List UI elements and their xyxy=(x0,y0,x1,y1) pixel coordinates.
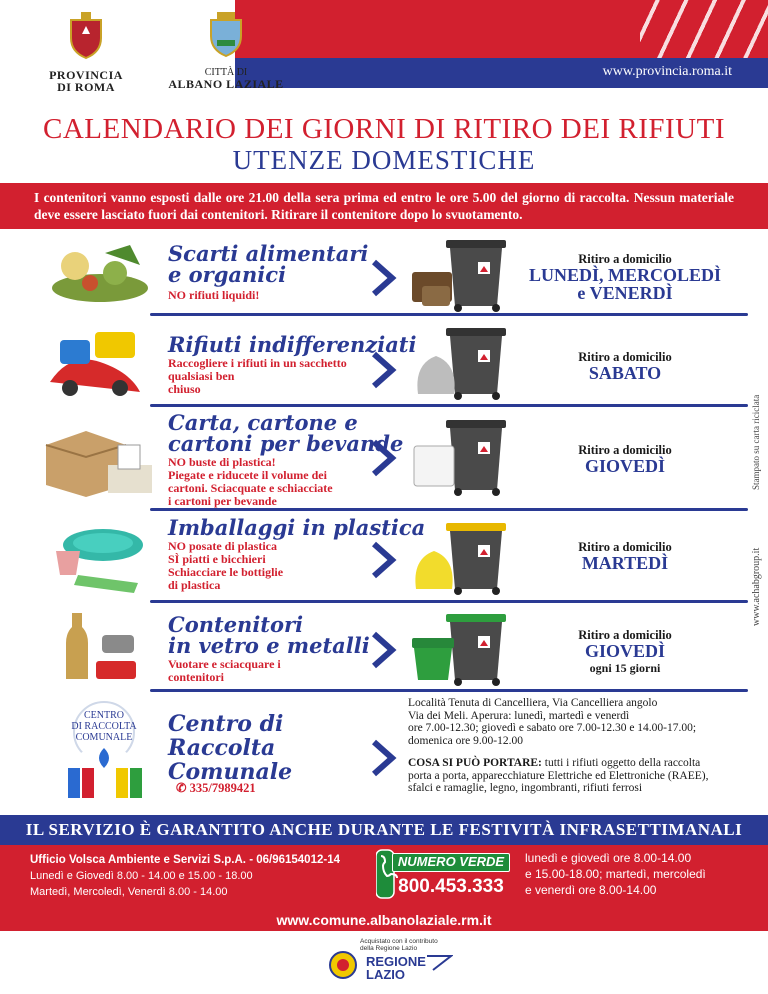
category-note-2: SÌ piatti e bicchieri xyxy=(168,552,266,566)
row-divider xyxy=(150,689,748,692)
centro-info-line6: porta a porta, apparecchiature Elettriche ed Elettroniche (RAEE), xyxy=(408,769,709,782)
comune-website[interactable]: www.comune.albanolaziale.rm.it xyxy=(276,912,492,928)
gray-bin-icon xyxy=(408,320,518,400)
category-note: Raccogliere i rifiuti in un sacchetto xyxy=(168,356,347,370)
achab-website: www.achabgroup.it xyxy=(751,547,762,626)
row-divider xyxy=(150,313,748,316)
printed-recycled-note: Stampato su carta riciclata xyxy=(751,394,761,490)
glass-metal-waste-icon xyxy=(62,605,152,685)
pickup-label: Ritiro a domicilio xyxy=(578,350,672,364)
category-title: Contenitori xyxy=(168,612,304,637)
category-note-3: cartoni. Sciacquate e schiacciate xyxy=(168,481,333,495)
toll-free-hours-3: e venerdì ore 8.00-14.00 xyxy=(525,883,657,897)
centro-title-line1: Centro di xyxy=(168,711,284,737)
page-subtitle: UTENZE DOMESTICHE xyxy=(232,145,536,175)
organic-waste-icon xyxy=(45,238,155,308)
category-title: Carta, cartone e xyxy=(168,410,358,435)
chevron-right-icon xyxy=(370,630,398,670)
centro-phone-number: 335/7989421 xyxy=(189,781,256,795)
regione-lazio-note xyxy=(360,938,438,952)
regione-lazio-name-1: REGIONE xyxy=(366,954,426,969)
toll-free-hours-1: lunedì e giovedì ore 8.00-14.00 xyxy=(525,851,692,865)
toll-free-label: NUMERO VERDE xyxy=(392,853,510,872)
category-note-4: di plastica xyxy=(168,578,221,592)
category-note: Vuotare e sciacquare i xyxy=(168,657,281,671)
pickup-label: Ritiro a domicilio xyxy=(578,252,672,266)
row-divider xyxy=(150,404,748,407)
pickup-day: GIOVEDÌ xyxy=(584,641,665,661)
category-note-3: chiuso xyxy=(168,382,201,396)
centro-logo-line3: COMUNALE xyxy=(75,732,133,743)
toll-free-hours-2: e 15.00-18.00; martedì, mercoledì xyxy=(525,867,706,881)
category-note: NO posate di plastica xyxy=(168,539,278,553)
category-title-2: e organici xyxy=(168,262,287,287)
plastic-waste-icon xyxy=(48,515,158,595)
green-bin-icon xyxy=(408,606,518,686)
office-name: Ufficio Volsca Ambiente e Servizi S.p.A. - 06/96154012-14 xyxy=(30,854,340,866)
centro-info-line5: tutti i rifiuti oggetto della raccolta xyxy=(541,757,701,769)
provincia-logo xyxy=(46,12,126,93)
albano-logo-line1: CITTÀ DI xyxy=(204,67,248,78)
category-note: NO buste di plastica! xyxy=(168,455,276,469)
chevron-right-icon xyxy=(370,438,398,478)
centro-info xyxy=(408,697,748,795)
regione-lazio-note-1: Acquistato con il contributo xyxy=(360,938,438,945)
white-bin-icon xyxy=(408,412,518,496)
centro-logo-text xyxy=(58,710,150,743)
toll-free-number[interactable]: 800.453.333 xyxy=(398,876,504,897)
office-hours-1: Lunedì e Giovedì 8.00 - 14.00 e 15.00 - 18.00 xyxy=(30,870,253,882)
pickup-day: MARTEDÌ xyxy=(581,553,669,573)
toll-free-hours xyxy=(525,850,706,898)
albano-crest-icon xyxy=(207,10,245,58)
notice-banner: I contenitori vanno esposti dalle ore 21.00 della sera prima ed entro le ore 5.00 del giorno di raccolta. Nessun materiale deve essere lasciato fuori dai contenitori. Ritirare il contenitore dopo lo svuotamento. xyxy=(0,183,768,229)
centro-logo-line1: CENTRO xyxy=(84,710,124,721)
header-stripes xyxy=(640,0,768,58)
chevron-right-icon xyxy=(370,350,398,390)
row-divider xyxy=(150,508,748,511)
regione-lazio-note-2: della Regione Lazio xyxy=(360,945,418,952)
regione-lazio-swoosh-icon xyxy=(425,952,453,974)
pickup-frequency: ogni 15 giorni xyxy=(589,661,661,675)
centro-info-bold: COSA SI PUÒ PORTARE: xyxy=(408,757,542,769)
service-guarantee-banner: IL SERVIZIO È GARANTITO ANCHE DURANTE LE FESTIVITÀ INFRASETTIMANALI xyxy=(0,815,768,845)
centro-info-items xyxy=(408,757,748,770)
chevron-right-icon xyxy=(370,738,398,778)
centro-title-line2: Raccolta xyxy=(168,735,276,761)
pickup-day: GIOVEDÌ xyxy=(584,456,665,476)
pickup-label: Ritiro a domicilio xyxy=(578,540,672,554)
chevron-right-icon xyxy=(370,258,398,298)
yellow-bin-icon xyxy=(408,515,518,595)
pickup-day: SABATO xyxy=(588,363,662,383)
regione-lazio-name xyxy=(366,955,426,981)
category-note: NO rifiuti liquidi! xyxy=(168,288,260,302)
albano-logo-line2: ALBANO LAZIALE xyxy=(168,77,284,91)
pickup-label: Ritiro a domicilio xyxy=(578,628,672,642)
provincia-logo-line2: DI ROMA xyxy=(57,80,115,94)
brown-bin-icon xyxy=(408,232,518,312)
chevron-right-icon xyxy=(370,540,398,580)
centro-phone[interactable] xyxy=(176,780,256,796)
category-title: Scarti alimentari xyxy=(168,241,369,266)
office-hours-2: Martedì, Mercoledì, Venerdì 8.00 - 14.00 xyxy=(30,886,228,898)
centro-info-line2: Via dei Meli. Aperura: lunedì, martedì e venerdì xyxy=(408,709,630,722)
category-note-2: contenitori xyxy=(168,670,224,684)
centro-info-line7: sfalci e ramaglie, legno, ingombranti, rifiuti ferrosi xyxy=(408,782,643,794)
provincia-logo-line1: PROVINCIA xyxy=(49,68,123,82)
page-title: CALENDARIO DEI GIORNI DI RITIRO DEI RIFIUTI xyxy=(43,113,725,145)
pickup-label: Ritiro a domicilio xyxy=(578,443,672,457)
regione-lazio-emblem-icon xyxy=(328,950,358,980)
category-note-2: Piegate e riducete il volume dei xyxy=(168,468,327,482)
pickup-day-2: e VENERDÌ xyxy=(577,283,673,303)
category-title-2: in vetro e metalli xyxy=(168,633,370,658)
provincia-crest-icon xyxy=(67,12,105,60)
office-contact xyxy=(30,852,340,900)
centro-logo-line2: DI RACCOLTA xyxy=(71,721,137,732)
unsorted-waste-icon xyxy=(40,322,160,402)
regione-lazio-name-2: LAZIO xyxy=(366,967,405,982)
category-note-4: i cartoni per bevande xyxy=(168,494,277,508)
paper-waste-icon xyxy=(38,415,158,500)
category-title-2: cartoni per bevande xyxy=(168,431,404,456)
centro-title xyxy=(168,712,292,784)
albano-logo xyxy=(166,10,286,90)
row-divider xyxy=(150,600,748,603)
provincia-website[interactable]: www.provincia.roma.it xyxy=(602,64,732,79)
pickup-day: LUNEDÌ, MERCOLEDÌ xyxy=(528,265,722,285)
centro-info-line3: ore 7.00-12.30; giovedì e sabato ore 7.00-12.30 e 14.00-17.00; xyxy=(408,722,697,734)
centro-info-line4: domenica ore 9.00-12.00 xyxy=(408,734,523,747)
category-note-2: qualsiasi ben xyxy=(168,369,235,383)
centro-info-line1: Località Tenuta di Cancelliera, Via Cancelliera angolo xyxy=(408,697,658,709)
centro-title-line3: Comunale xyxy=(168,759,293,785)
category-title: Imballaggi in plastica xyxy=(168,515,426,540)
category-note-3: Schiacciare le bottiglie xyxy=(168,565,284,579)
category-title: Rifiuti indifferenziati xyxy=(168,332,417,357)
phone-icon: ✆ xyxy=(176,781,187,795)
